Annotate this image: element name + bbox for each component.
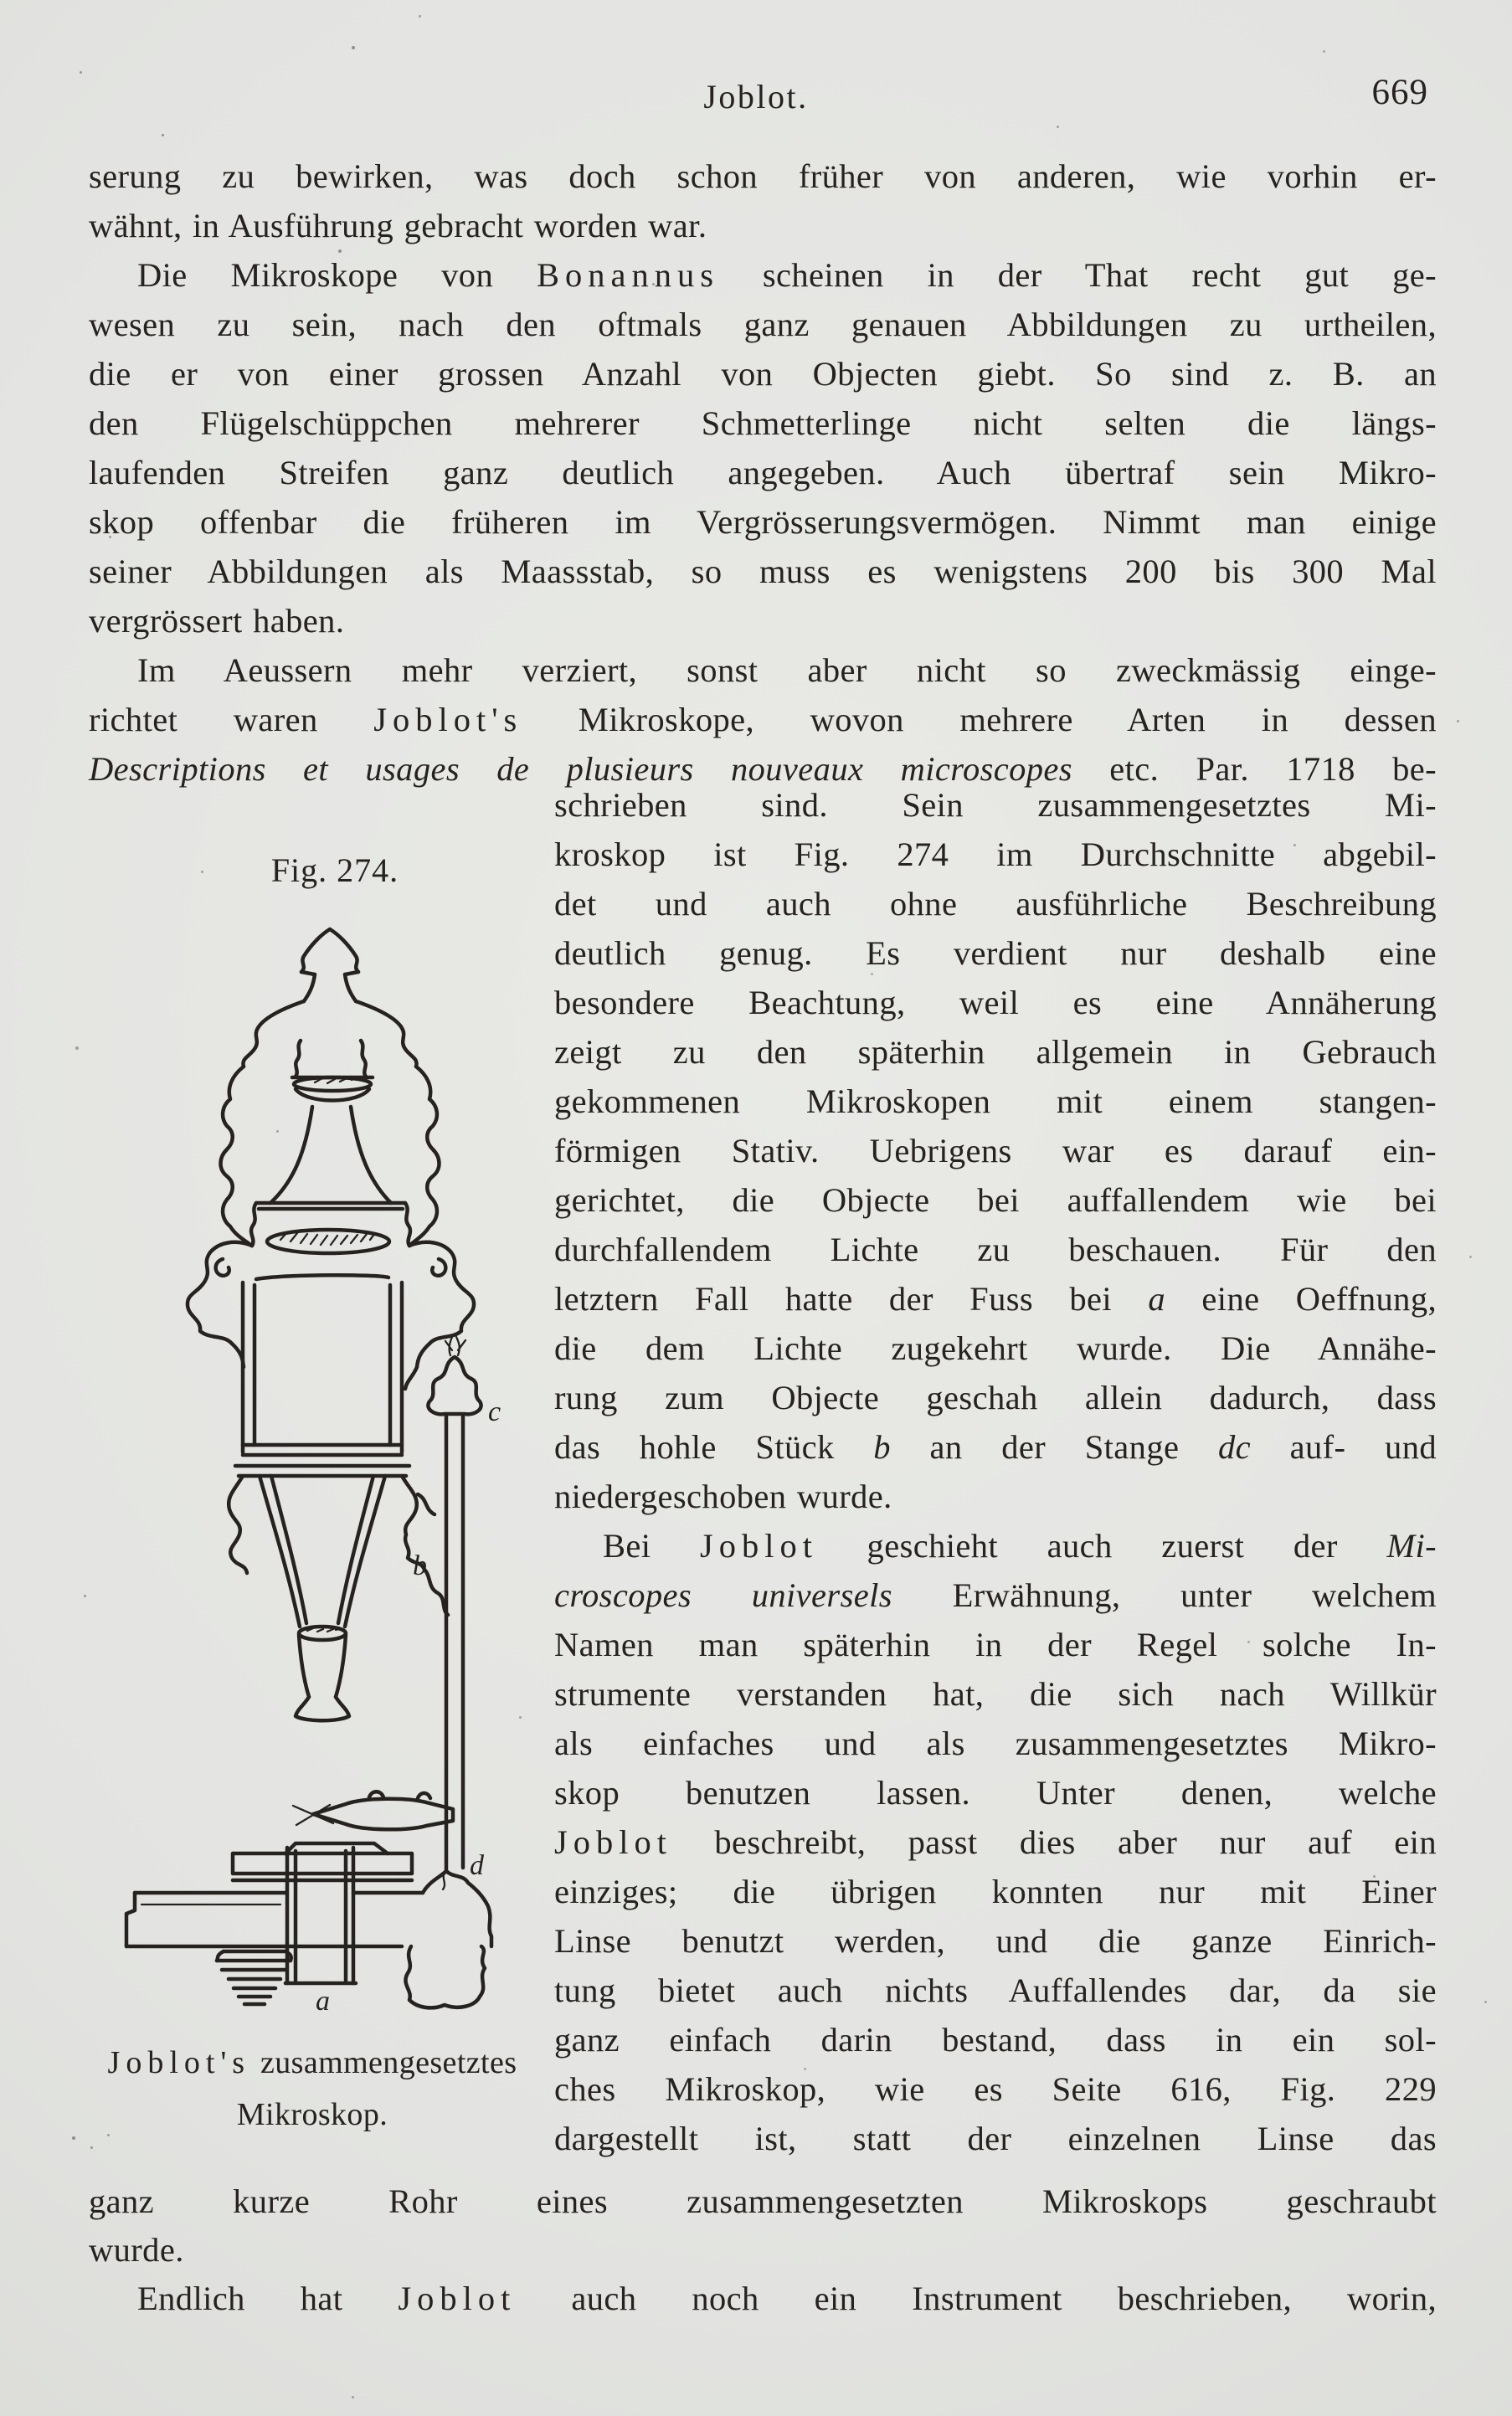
text-segment: Joblot: [554, 1823, 673, 1861]
text-line: [554, 1521, 1437, 1570]
text-segment: Descriptions et usages de plusieurs nouveaux microscopes: [89, 750, 1072, 788]
text-line: [89, 398, 1437, 448]
text-segment: die er von einer grossen Anzahl von Objecten giebt. So sind z. B. an: [89, 355, 1437, 393]
paper-speck: [84, 1595, 86, 1597]
text-segment: wähnt, in Ausführung gebracht worden war.: [89, 207, 707, 244]
text-segment: det und auch ohne ausführliche Beschreibung: [554, 885, 1437, 923]
text-line: [89, 547, 1437, 596]
text-line: [554, 928, 1437, 978]
text-line: [554, 780, 1437, 830]
text-line: [554, 1966, 1437, 2015]
figure-part-label-a: a: [316, 1986, 330, 2017]
text-segment: auf- und: [1251, 1428, 1437, 1466]
microscope-outline: [126, 929, 491, 2007]
text-segment: tung bietet auch nichts Auffallendes dar, da sie: [554, 1971, 1437, 2009]
text-line: [89, 2177, 1437, 2226]
text-line: [554, 1570, 1437, 1620]
paper-speck: [109, 536, 111, 538]
text-line: [554, 1867, 1437, 1916]
paper-speck: [352, 46, 355, 49]
paper-speck: [1484, 2001, 1487, 2003]
text-segment: an der Stange: [890, 1428, 1218, 1466]
text-segment: croscopes universels: [554, 1576, 892, 1614]
text-segment: Mikroskope, wovon mehrere Arten in dessen: [522, 701, 1437, 738]
paper-speck: [652, 283, 655, 285]
microscope-figure: [80, 908, 548, 2018]
text-segment: geschieht auch zuerst der: [818, 1527, 1387, 1565]
text-segment: kroskop ist Fig. 274 im Durchschnitte abgebil-: [554, 835, 1437, 873]
text-line: [89, 152, 1437, 201]
text-line: [554, 1126, 1437, 1175]
figure-number-label: Fig. 274.: [270, 851, 399, 889]
text-line: [554, 830, 1437, 879]
bottom-paragraphs: [89, 2177, 1437, 2323]
text-line: [554, 2015, 1437, 2064]
text-line: [554, 1620, 1437, 1669]
text-segment: förmigen Stativ. Uebrigens war es darauf ein-: [554, 1132, 1437, 1169]
text-segment: vergrössert haben.: [89, 602, 345, 640]
text-line: [554, 1077, 1437, 1126]
paper-speck: [1293, 844, 1296, 846]
text-segment: gekommenen Mikroskopen mit einem stangen-: [554, 1082, 1437, 1120]
paper-speck: [352, 2396, 354, 2398]
paper-speck: [578, 1339, 580, 1342]
text-line: [554, 1225, 1437, 1274]
text-line: [89, 201, 1437, 250]
paper-speck: [90, 2146, 93, 2149]
paper-speck: [1247, 1641, 1250, 1643]
text-segment: schrieben sind. Sein zusammengesetztes Mi-: [554, 786, 1437, 824]
paper-speck: [338, 249, 342, 253]
text-segment: strumente verstanden hat, die sich nach Willkür: [554, 1675, 1437, 1713]
text-segment: ches Mikroskop, wie es Seite 616, Fig. 229: [554, 2070, 1437, 2108]
paper-speck: [419, 15, 421, 18]
text-line: [89, 2037, 536, 2089]
text-segment: skop offenbar die früheren im Vergrösserungsvermögen. Nimmt man einige: [89, 503, 1437, 541]
text-segment: b: [873, 1428, 891, 1466]
paper-speck: [107, 2134, 110, 2136]
text-segment: Joblot: [699, 1527, 818, 1565]
text-segment: Mi-: [1386, 1527, 1437, 1565]
text-segment: scheinen in der That recht gut ge-: [718, 256, 1437, 294]
text-segment: dargestellt ist, statt der einzelnen Linse das: [554, 2120, 1437, 2157]
running-header: Joblot.: [703, 78, 809, 116]
text-line: [89, 349, 1437, 398]
figure-part-label-b: b: [413, 1550, 427, 1581]
right-column-paragraphs: [554, 780, 1437, 2163]
text-segment: auch noch ein Instrument beschrieben, worin,: [516, 2280, 1437, 2317]
paper-speck: [1323, 50, 1325, 53]
text-segment: Endlich hat: [137, 2280, 399, 2317]
text-segment: seiner Abbildungen als Maassstab, so muss es wenigstens 200 bis 300 Mal: [89, 553, 1437, 590]
text-segment: Erwähnung, unter welchem: [892, 1576, 1437, 1614]
text-line: [554, 1472, 1437, 1521]
text-segment: zusammengesetztes: [250, 2045, 517, 2080]
text-line: [554, 978, 1437, 1027]
paper-speck: [871, 973, 873, 975]
figure-caption: [89, 2037, 536, 2141]
text-segment: letztern Fall hatte der Fuss bei: [554, 1280, 1149, 1318]
text-line: [554, 1669, 1437, 1719]
text-segment: dc: [1217, 1428, 1252, 1466]
paper-speck: [162, 134, 164, 136]
paper-speck: [201, 871, 203, 873]
figure-part-label-c: c: [488, 1396, 501, 1427]
text-segment: als einfaches und als zusammengesetztes Mikro-: [554, 1725, 1437, 1762]
text-segment: Bei: [603, 1527, 700, 1565]
text-segment: einziges; die übrigen konnten nur mit Einer: [554, 1873, 1437, 1910]
text-line: [554, 1719, 1437, 1768]
text-segment: Joblot: [398, 2280, 517, 2317]
text-line: [89, 2089, 536, 2141]
paper-speck: [80, 71, 82, 74]
paper-speck: [419, 330, 421, 332]
text-segment: durchfallendem Lichte zu beschauen. Für den: [554, 1231, 1437, 1268]
text-segment: deutlich genug. Es verdient nur deshalb eine: [554, 934, 1437, 972]
paper-speck: [72, 2136, 75, 2140]
text-segment: das hohle Stück: [554, 1428, 874, 1466]
text-segment: wesen zu sein, nach den oftmals ganz genauen Abbildungen zu urtheilen,: [89, 306, 1437, 343]
text-segment: den Flügelschüppchen mehrerer Schmetterlinge nicht selten die längs-: [89, 404, 1437, 442]
text-line: [554, 1422, 1437, 1472]
text-segment: niedergeschoben wurde.: [554, 1478, 892, 1515]
page-number: 669: [1371, 73, 1428, 112]
top-paragraphs: [89, 152, 1437, 794]
figure-part-label-d: d: [470, 1850, 484, 1881]
paper-speck: [276, 1130, 279, 1133]
paper-speck: [804, 2068, 806, 2070]
text-line: [89, 596, 1437, 645]
text-line: [89, 448, 1437, 497]
text-segment: Joblot's: [373, 701, 523, 738]
text-line: [554, 1274, 1437, 1324]
paper-speck: [1373, 1875, 1376, 1878]
paper-speck: [1469, 1256, 1472, 1258]
text-segment: skop benutzen lassen. Unter denen, welche: [554, 1774, 1437, 1812]
text-line: [89, 2275, 1437, 2323]
text-line: [554, 879, 1437, 928]
text-line: [554, 1817, 1437, 1867]
text-segment: gerichtet, die Objecte bei auffallendem wie bei: [554, 1181, 1437, 1219]
text-line: [89, 645, 1437, 695]
text-segment: rung zum Objecte geschah allein dadurch, dass: [554, 1379, 1437, 1416]
text-segment: besondere Beachtung, weil es eine Annäherung: [554, 984, 1437, 1021]
text-line: [89, 695, 1437, 744]
text-segment: Joblot's: [107, 2045, 251, 2080]
text-line: [554, 2114, 1437, 2163]
text-line: [554, 1373, 1437, 1422]
text-line: [554, 1768, 1437, 1817]
text-segment: Mikroskop.: [236, 2097, 388, 2132]
text-line: [89, 2226, 1437, 2275]
paper-speck: [1057, 126, 1059, 128]
text-segment: die dem Lichte zugekehrt wurde. Die Annähe-: [554, 1329, 1437, 1367]
paper-speck: [519, 1716, 522, 1719]
text-segment: a: [1148, 1280, 1166, 1318]
text-segment: beschreibt, passt dies aber nur auf ein: [672, 1823, 1437, 1861]
text-line: [89, 300, 1437, 349]
text-segment: Namen man späterhin in der Regel solche In-: [554, 1626, 1437, 1663]
text-line: [554, 1324, 1437, 1373]
text-segment: richtet waren: [89, 701, 374, 738]
text-segment: etc. Par. 1718 be-: [1072, 750, 1437, 788]
text-line: [554, 1027, 1437, 1077]
text-line: [554, 1175, 1437, 1225]
text-segment: wurde.: [89, 2231, 184, 2269]
text-line: [554, 1916, 1437, 1966]
text-segment: Linse benutzt werden, und die ganze Einrich-: [554, 1922, 1437, 1960]
text-segment: Bonannus: [536, 256, 719, 294]
paper-speck: [1457, 720, 1459, 722]
text-line: [89, 250, 1437, 300]
text-segment: ganz einfach darin bestand, dass in ein sol-: [554, 2021, 1437, 2059]
text-segment: Im Aeussern mehr verziert, sonst aber nicht so zweckmässig einge-: [137, 651, 1437, 689]
text-segment: laufenden Streifen ganz deutlich angegeben. Auch übertraf sein Mikro-: [89, 454, 1437, 491]
text-segment: zeigt zu den späterhin allgemein in Gebrauch: [554, 1033, 1437, 1071]
text-segment: ganz kurze Rohr eines zusammengesetzten Mikroskops geschraubt: [89, 2182, 1437, 2220]
text-segment: Die Mikroskope von: [137, 256, 537, 294]
text-line: [89, 497, 1437, 547]
paper-speck: [75, 1046, 79, 1050]
text-line: [554, 2064, 1437, 2114]
text-segment: eine Oeffnung,: [1165, 1280, 1437, 1318]
text-segment: serung zu bewirken, was doch schon früher von anderen, wie vorhin er-: [89, 157, 1437, 195]
